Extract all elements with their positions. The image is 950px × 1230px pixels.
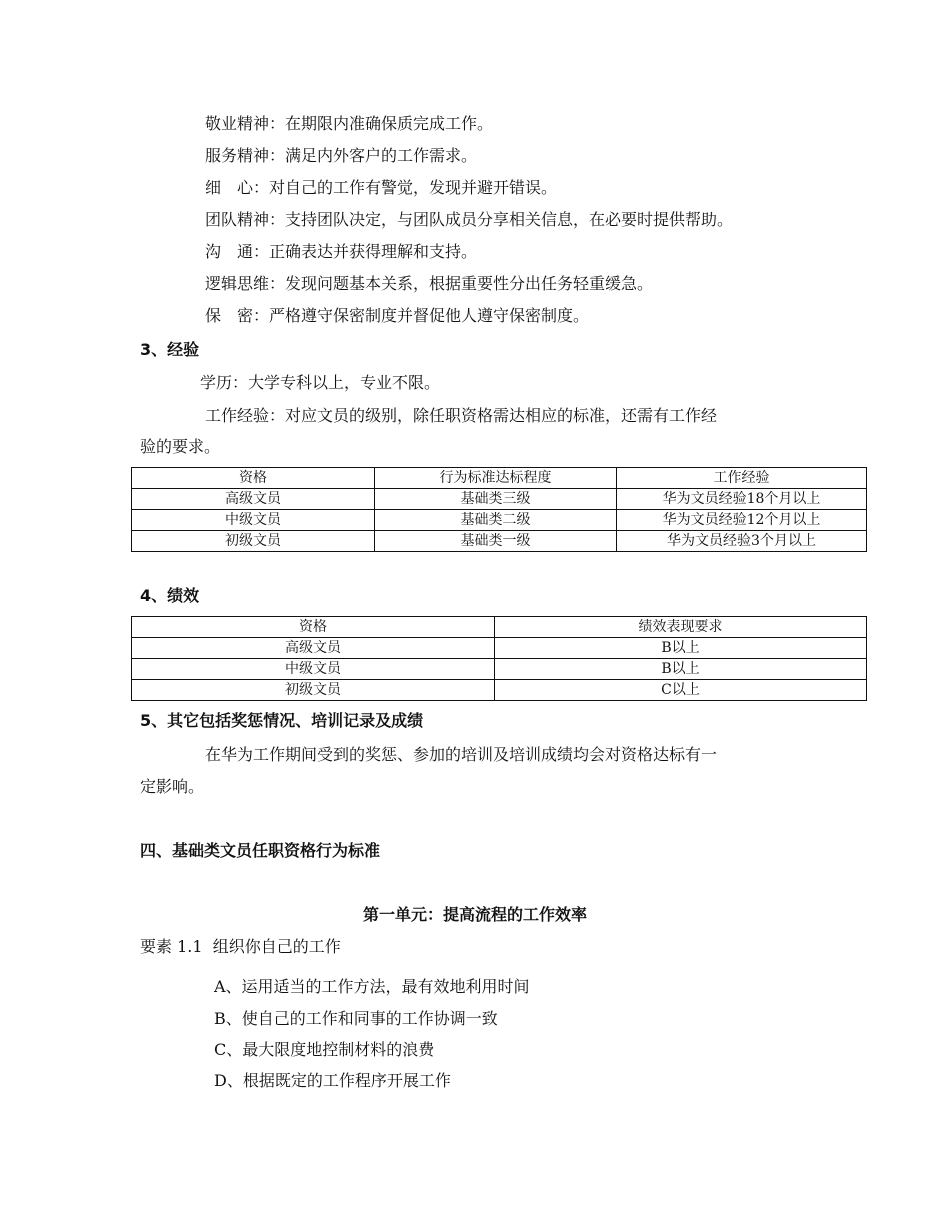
table-cell: 高级文员: [132, 489, 375, 510]
table-row: [132, 638, 867, 659]
table-row: [132, 659, 867, 680]
table-cell: 高级文员: [132, 638, 495, 659]
table-cell: 华为文员经验12个月以上: [617, 510, 867, 531]
table-cell: 基础类一级: [375, 531, 617, 552]
section-5-heading: 5、其它包括奖惩情况、培训记录及成绩: [140, 711, 424, 730]
performance-table: [131, 616, 867, 701]
table-header-cell: 资格: [132, 468, 375, 489]
section-5-text-line-1: 在华为工作期间受到的奖惩、参加的培训及培训成绩均会对资格达标有一: [205, 745, 718, 764]
table-cell: 基础类二级: [375, 510, 617, 531]
table-header-row: [132, 617, 867, 638]
table-cell: 中级文员: [132, 659, 495, 680]
section-5-text-line-2: 定影响。: [140, 777, 205, 796]
trait-dedication: 敬业精神：在期限内准确保质完成工作。: [205, 114, 494, 133]
experience-requirement-line-1: 工作经验：对应文员的级别，除任职资格需达相应的标准，还需有工作经: [205, 406, 718, 425]
table-cell: B以上: [495, 638, 867, 659]
table-header-cell: 绩效表现要求: [495, 617, 867, 638]
table-header-cell: 工作经验: [617, 468, 867, 489]
trait-carefulness: 细 心：对自己的工作有警觉，发现并避开错误。: [205, 178, 558, 197]
table-row: [132, 510, 867, 531]
table-cell: B以上: [495, 659, 867, 680]
element-heading: 要素 1.1 组织你自己的工作: [140, 937, 341, 956]
element-item: B、使自己的工作和同事的工作协调一致: [214, 1009, 498, 1028]
element-item: D、根据既定的工作程序开展工作: [214, 1071, 451, 1090]
table-cell: 华为文员经验18个月以上: [617, 489, 867, 510]
chapter-four-heading: 四、基础类文员任职资格行为标准: [140, 841, 381, 860]
table-cell: 初级文员: [132, 531, 375, 552]
table-row: [132, 680, 867, 701]
table-cell: 中级文员: [132, 510, 375, 531]
table-cell: 华为文员经验3个月以上: [617, 531, 867, 552]
experience-requirement-line-2: 验的要求。: [140, 437, 221, 456]
table-row: [132, 489, 867, 510]
element-item: A、运用适当的工作方法，最有效地利用时间: [214, 977, 530, 996]
trait-service: 服务精神：满足内外客户的工作需求。: [205, 146, 478, 165]
section-4-heading: 4、绩效: [140, 586, 200, 605]
table-cell: 初级文员: [132, 680, 495, 701]
element-item: C、最大限度地控制材料的浪费: [214, 1040, 435, 1059]
table-header-cell: 行为标准达标程度: [375, 468, 617, 489]
trait-communication: 沟 通：正确表达并获得理解和支持。: [205, 242, 478, 261]
table-cell: 基础类三级: [375, 489, 617, 510]
trait-teamwork: 团队精神：支持团队决定，与团队成员分享相关信息，在必要时提供帮助。: [205, 210, 734, 229]
table-header-row: [132, 468, 867, 489]
table-row: [132, 531, 867, 552]
section-3-heading: 3、经验: [140, 340, 200, 359]
education-requirement: 学历：大学专科以上，专业不限。: [200, 373, 441, 392]
experience-table: [131, 467, 867, 552]
trait-logic: 逻辑思维：发现问题基本关系，根据重要性分出任务轻重缓急。: [205, 274, 654, 293]
table-cell: C以上: [495, 680, 867, 701]
trait-confidentiality: 保 密：严格遵守保密制度并督促他人遵守保密制度。: [205, 306, 590, 325]
table-header-cell: 资格: [132, 617, 495, 638]
unit-title: 第一单元：提高流程的工作效率: [362, 905, 587, 924]
